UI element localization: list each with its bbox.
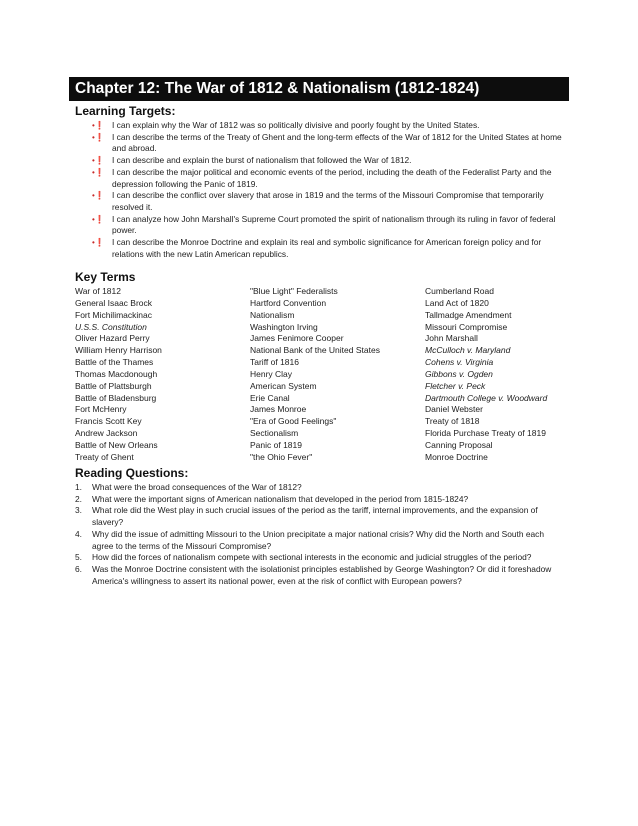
learning-target-text: I can describe the conflict over slavery that arose in 1819 and the terms of the Missouri Compromise that temporarily resolved it. (112, 190, 544, 212)
key-term: Treaty of 1818 (425, 416, 480, 427)
key-term: U.S.S. Constitution (75, 321, 147, 332)
question-text: How did the forces of nationalism compete with sectional interests in the economic and judicial struggles of the period? (92, 552, 532, 563)
key-term: Dartmouth College v. Woodward (425, 392, 548, 403)
key-terms-column-2 (250, 286, 380, 464)
key-term: Panic of 1819 (250, 439, 302, 450)
key-term: Francis Scott Key (75, 416, 142, 427)
key-term: "Blue Light" Federalists (250, 286, 338, 296)
key-term: American System (250, 380, 317, 391)
key-term: "the Ohio Fever" (250, 451, 313, 462)
key-term: John Marshall (425, 333, 478, 344)
key-term: National Bank of the United States (250, 345, 380, 356)
reading-question-item (75, 505, 565, 528)
question-number: 3. (75, 505, 82, 516)
key-term: Sectionalism (250, 428, 299, 439)
learning-target-item (92, 155, 564, 167)
key-term: Treaty of Ghent (75, 451, 134, 462)
key-term: McCulloch v. Maryland (425, 345, 511, 356)
key-term: Nationalism (250, 309, 295, 320)
key-term: Florida Purchase Treaty of 1819 (425, 428, 546, 439)
key-term: Tariff of 1816 (250, 357, 299, 368)
key-term: Oliver Hazard Perry (75, 333, 150, 344)
reading-question-item (75, 529, 565, 552)
question-text: What role did the West play in such crucial issues of the period as the tariff, internal improvements, and the expansion of slavery? (92, 505, 538, 528)
question-text: What were the important signs of American nationalism that developed in the period from 1815-1824? (92, 493, 469, 504)
key-term: Fort McHenry (75, 404, 127, 415)
question-number: 2. (75, 493, 82, 504)
key-term: Land Act of 1820 (425, 297, 489, 308)
key-term: Monroe Doctrine (425, 451, 488, 462)
key-term: Fletcher v. Peck (425, 380, 486, 391)
learning-target-item (92, 190, 564, 213)
key-term: William Henry Harrison (75, 345, 162, 356)
bullet-icon: •❗ (92, 191, 105, 201)
key-term: Missouri Compromise (425, 321, 508, 332)
key-term: Battle of New Orleans (75, 439, 158, 450)
key-term: Battle of Bladensburg (75, 392, 157, 403)
reading-question-item (75, 552, 565, 564)
key-term: James Fenimore Cooper (250, 333, 344, 344)
learning-target-item (92, 132, 564, 155)
key-term: War of 1812 (75, 286, 121, 296)
key-term: Tallmadge Amendment (425, 309, 512, 320)
key-term: Battle of the Thames (75, 357, 154, 368)
reading-question-item (75, 564, 565, 587)
learning-target-text: I can describe the major political and economic events of the period, including the death of the Federalist Party and the depression following the Panic of 1819. (112, 166, 552, 189)
key-term: James Monroe (250, 404, 307, 415)
key-term: Thomas Macdonough (75, 368, 158, 379)
learning-target-text: I can analyze how John Marshall's Supreme Court promoted the spirit of nationalism through its ruling in favor of federal power. (112, 213, 556, 236)
bullet-icon: •❗ (92, 121, 105, 130)
key-term: Gibbons v. Ogden (425, 368, 493, 379)
question-number: 4. (75, 528, 82, 539)
learning-target-item (92, 237, 564, 260)
learning-target-item (92, 120, 564, 132)
key-terms-heading: Key Terms (75, 270, 136, 284)
key-term: Daniel Webster (425, 404, 483, 415)
key-term: General Isaac Brock (75, 297, 153, 308)
key-term: Cohens v. Virginia (425, 357, 494, 368)
key-term: Hartford Convention (250, 297, 327, 308)
question-text: Was the Monroe Doctrine consistent with the isolationist principles established by George Washington? Or did it foreshadow America's willingness to assert its national power, even at the risk of conflict with European powers? (92, 563, 552, 586)
key-term: Cumberland Road (425, 286, 494, 296)
learning-target-item (92, 167, 564, 190)
question-number: 5. (75, 552, 82, 563)
question-text: Why did the issue of admitting Missouri to the Union precipitate a major national crisis? Why did the North and South each agree to the terms of the Missouri Compromise? (92, 528, 545, 551)
reading-question-item (75, 494, 565, 506)
key-term: Andrew Jackson (75, 428, 138, 439)
learning-targets-heading: Learning Targets: (75, 104, 176, 118)
learning-target-item (92, 214, 564, 237)
question-number: 1. (75, 482, 82, 492)
learning-target-text: I can describe the terms of the Treaty of Ghent and the long-term effects of the War of 1812 for the United States at home and abroad. (112, 131, 562, 154)
question-number: 6. (75, 563, 82, 574)
learning-targets-list (92, 120, 564, 260)
key-terms-column-1 (75, 286, 162, 464)
key-term: Washington Irving (250, 321, 318, 332)
key-term: Erie Canal (250, 392, 290, 403)
bullet-icon: •❗ (92, 156, 105, 166)
reading-questions-heading: Reading Questions: (75, 466, 189, 480)
reading-questions-list (75, 482, 565, 587)
key-term: Battle of Plattsburgh (75, 380, 152, 391)
chapter-title: Chapter 12: The War of 1812 & Nationalism (1812-1824) (69, 77, 569, 101)
learning-target-text: I can describe the Monroe Doctrine and explain its real and symbolic significance for American foreign policy and for relations with the new Latin American republics. (112, 237, 542, 259)
learning-target-text: I can explain why the War of 1812 was so politically divisive and poorly fought by the United States. (112, 120, 480, 130)
reading-question-item (75, 482, 565, 494)
key-term: Canning Proposal (425, 439, 493, 450)
learning-target-text: I can describe and explain the burst of nationalism that followed the War of 1812. (112, 155, 412, 166)
bullet-icon: •❗ (92, 214, 105, 224)
key-term: "Era of Good Feelings" (250, 416, 337, 427)
bullet-icon: •❗ (92, 167, 105, 177)
bullet-icon: •❗ (92, 238, 105, 248)
key-term: Fort Michilimackinac (75, 309, 152, 320)
key-terms-column-3 (425, 286, 547, 464)
bullet-icon: •❗ (92, 132, 105, 142)
key-term: Henry Clay (250, 368, 293, 379)
question-text: What were the broad consequences of the War of 1812? (92, 482, 302, 492)
